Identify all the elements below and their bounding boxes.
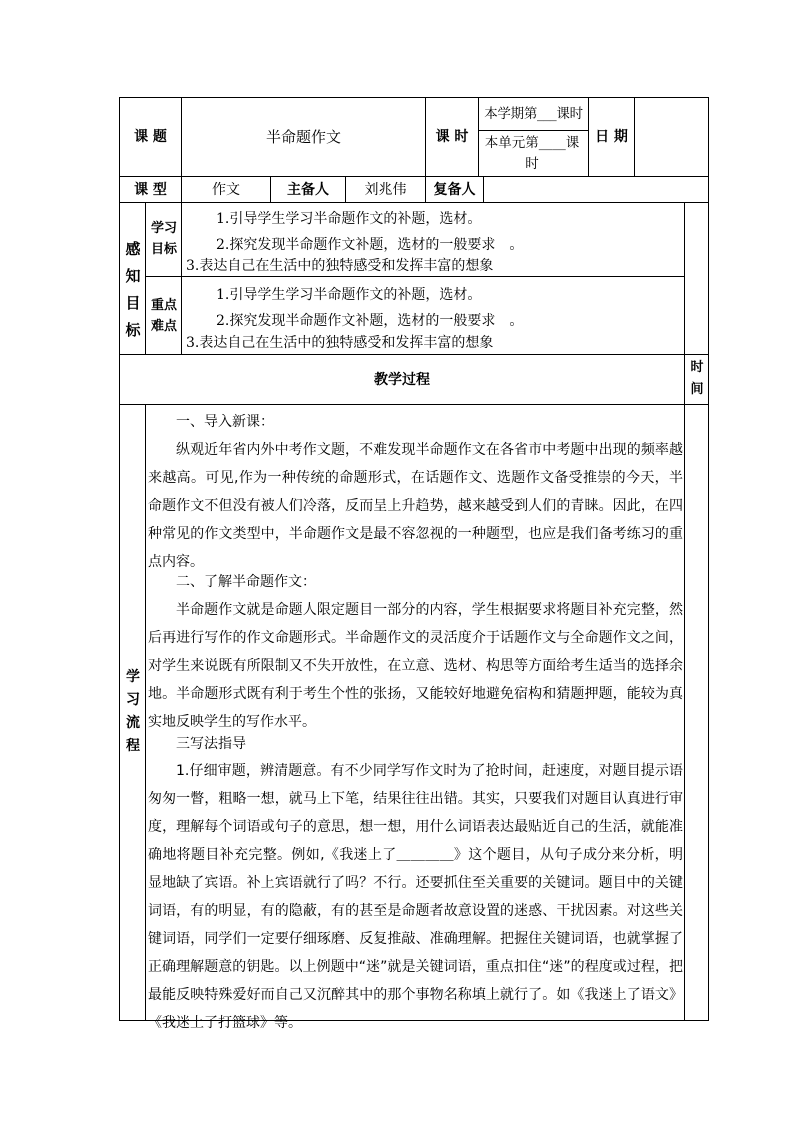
key-point-2: 2.探究发现半命题作文补题，选材的一般要求 。: [216, 313, 524, 329]
type-value: 作文: [212, 181, 240, 198]
process-side-label: 学习流程: [126, 669, 140, 754]
unit-period: 本单元第____课时: [484, 134, 580, 172]
key-point-1: 1.引导学生学习半命题作文的补题，选材。: [216, 287, 482, 303]
process-paragraph-method: 1.仔细审题，辨清题意。有不少同学写作文时为了抢时间，赶速度，对题目提示语匆匆一瞥，粗略一想，就马上下笔，结果往往出错。其实，只要我们对题目认真进行审度，理解每个词语或句子的意思，想一想，用什么词语表达最贴近自己的生活，就能准确地将题目补充完整。例如,《我迷上了＿＿＿＿》这个题目，从句子成分来分析，明显地缺了宾语。补上宾语就行了吗？不行。还要抓住至关重要的关键词。题目中的关键词语，有的明显，有的隐蔽，有的甚至是命题者故意设置的迷惑、干扰因素。对这些关键词语，同学们一定要仔细琢磨、反复推敲、准确理解。把握住关键词语，也就掌握了正确理解题意的钥匙。以上例题中“迷”就是关键词语，重点扣住“迷”的程度或过程，把最能反映特殊爱好而自己又沉醉其中的那个事物名称填上就行了。如《我迷上了语文》《我迷上了打篮球》等。: [148, 763, 683, 1031]
learning-goal-2: 2.探究发现半命题作文补题，选材的一般要求 。: [216, 237, 524, 253]
process-heading-understand: 二、了解半命题作文：: [176, 574, 316, 590]
learning-goals-label: 学习目标: [150, 221, 177, 257]
type-label: 课 型: [134, 181, 167, 198]
date-value: [635, 98, 708, 176]
process-paragraph-understand: 半命题作文就是命题人限定题目一部分的内容，学生根据要求将题目补充完整，然后再进行写作的作文命题形式。半命题作文的灵活度介于话题作文与全命题作文之间，对学生来说既有所限制又不失开放性，在立意、选材、构思等方面给考生适当的选择余地。半命题形式既有利于考生个性的张扬，又能较好地避免宿构和猜题押题，能较为真实地反映学生的写作水平。: [148, 602, 683, 730]
preparer-value: 刘兆伟: [364, 181, 407, 198]
key-points-label: 重点难点: [150, 298, 177, 334]
learning-goal-1: 1.引导学生学习半命题作文的补题，选材。: [216, 211, 482, 227]
process-heading-intro: 一、导入新课：: [176, 414, 274, 430]
preparer-label: 主备人: [287, 181, 329, 198]
process-heading-method: 三写法指导: [176, 736, 246, 752]
process-title: 教学过程: [374, 371, 430, 388]
process-paragraph-intro: 纵观近年省内外中考作文题，不难发现半命题作文在各省市中考题中出现的频率越来越高。可见,作为一种传统的命题形式，在话题作文、选题作文备受推崇的今天，半命题作文不但没有被人们冷落，反而呈上升趋势，越来越受到人们的青睐。因此，在四种常见的作文类型中，半命题作文是最不容忽视的一种题型，也应是我们备考练习的重点内容。: [148, 442, 683, 570]
lesson-title: 半命题作文: [265, 128, 341, 146]
lesson-label: 课 题: [134, 129, 167, 145]
date-label: 日 期: [595, 129, 628, 145]
goals-section-label: 感知目标: [125, 240, 141, 339]
learning-goal-3: 3.表达自己在生活中的独特感受和发挥丰富的想象: [186, 258, 494, 274]
co-preparer-label: 复备人: [433, 181, 476, 198]
time-label: 时间: [690, 360, 704, 397]
semester-period: 本学期第___课时: [484, 106, 583, 122]
period-label: 课 时: [435, 129, 469, 145]
key-point-3: 3.表达自己在生活中的独特感受和发挥丰富的想象: [186, 335, 494, 351]
